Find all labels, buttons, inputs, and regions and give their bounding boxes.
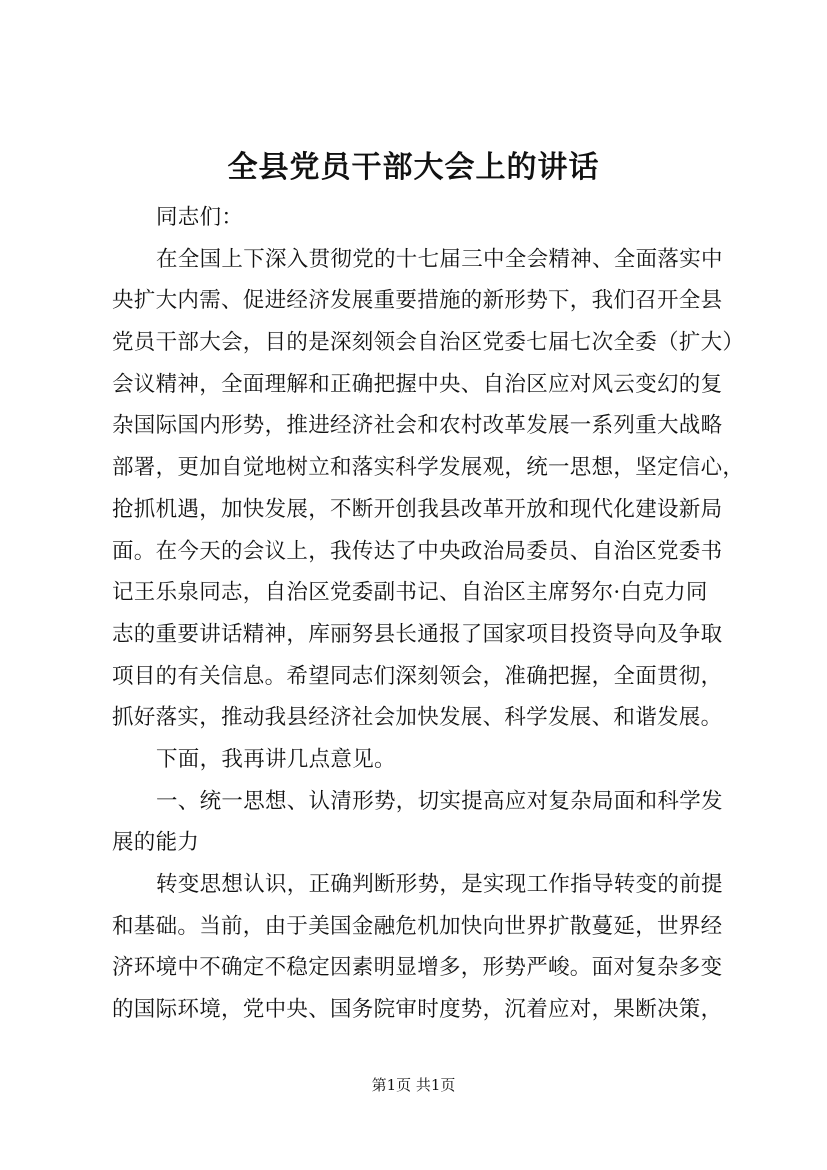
paragraph-line: 杂国际国内形势，推进经济社会和农村改革发展一系列重大战略 <box>112 413 723 439</box>
paragraph-line: 抢抓机遇，加快发展，不断开创我县改革开放和现代化建设新局 <box>112 496 723 522</box>
paragraph-line: 下面，我再讲几点意见。 <box>156 746 396 772</box>
paragraph-line: 央扩大内需、促进经济发展重要措施的新形势下，我们召开全县 <box>112 288 723 314</box>
document-title: 全县党员干部大会上的讲话 <box>227 150 600 185</box>
paragraph-line: 济环境中不确定不稳定因素明显增多，形势严峻。面对复杂多变 <box>112 955 723 981</box>
paragraph-line: 党员干部大会，目的是深刻领会自治区党委七届七次全委（扩大） <box>112 330 745 356</box>
paragraph-line: 和基础。当前，由于美国金融危机加快向世界扩散蔓延，世界经 <box>112 913 723 939</box>
salutation-line: 同志们： <box>156 205 244 230</box>
section-heading-line: 展的能力 <box>112 830 200 856</box>
paragraph-line: 会议精神，全面理解和正确把握中央、自治区应对风云变幻的复 <box>112 371 723 397</box>
paragraph-line: 转变思想认识，正确判断形势，是实现工作指导转变的前提 <box>156 872 723 897</box>
paragraph-line: 在全国上下深入贯彻党的十七届三中全会精神、全面落实中 <box>156 246 723 272</box>
paragraph-line: 部署，更加自觉地树立和落实科学发展观，统一思想，坚定信心， <box>112 455 745 481</box>
page-footer: 第1页 共1页 <box>371 1076 456 1094</box>
paragraph-line: 记王乐泉同志，自治区党委副书记、自治区主席努尔·白克力同 <box>112 580 708 606</box>
paragraph-line: 抓好落实，推动我县经济社会加快发展、科学发展、和谐发展。 <box>112 705 723 731</box>
paragraph-line: 项目的有关信息。希望同志们深刻领会，准确把握，全面贯彻， <box>112 663 723 689</box>
paragraph-line: 的国际环境，党中央、国务院审时度势，沉着应对，果断决策， <box>112 997 723 1023</box>
paragraph-line: 面。在今天的会议上，我传达了中央政治局委员、自治区党委书 <box>112 538 723 564</box>
document-body <box>112 197 745 1031</box>
paragraph-line: 志的重要讲话精神，库丽努县长通报了国家项目投资导向及争取 <box>112 621 723 647</box>
section-heading-line: 一、统一思想、认清形势，切实提高应对复杂局面和科学发 <box>156 788 723 814</box>
